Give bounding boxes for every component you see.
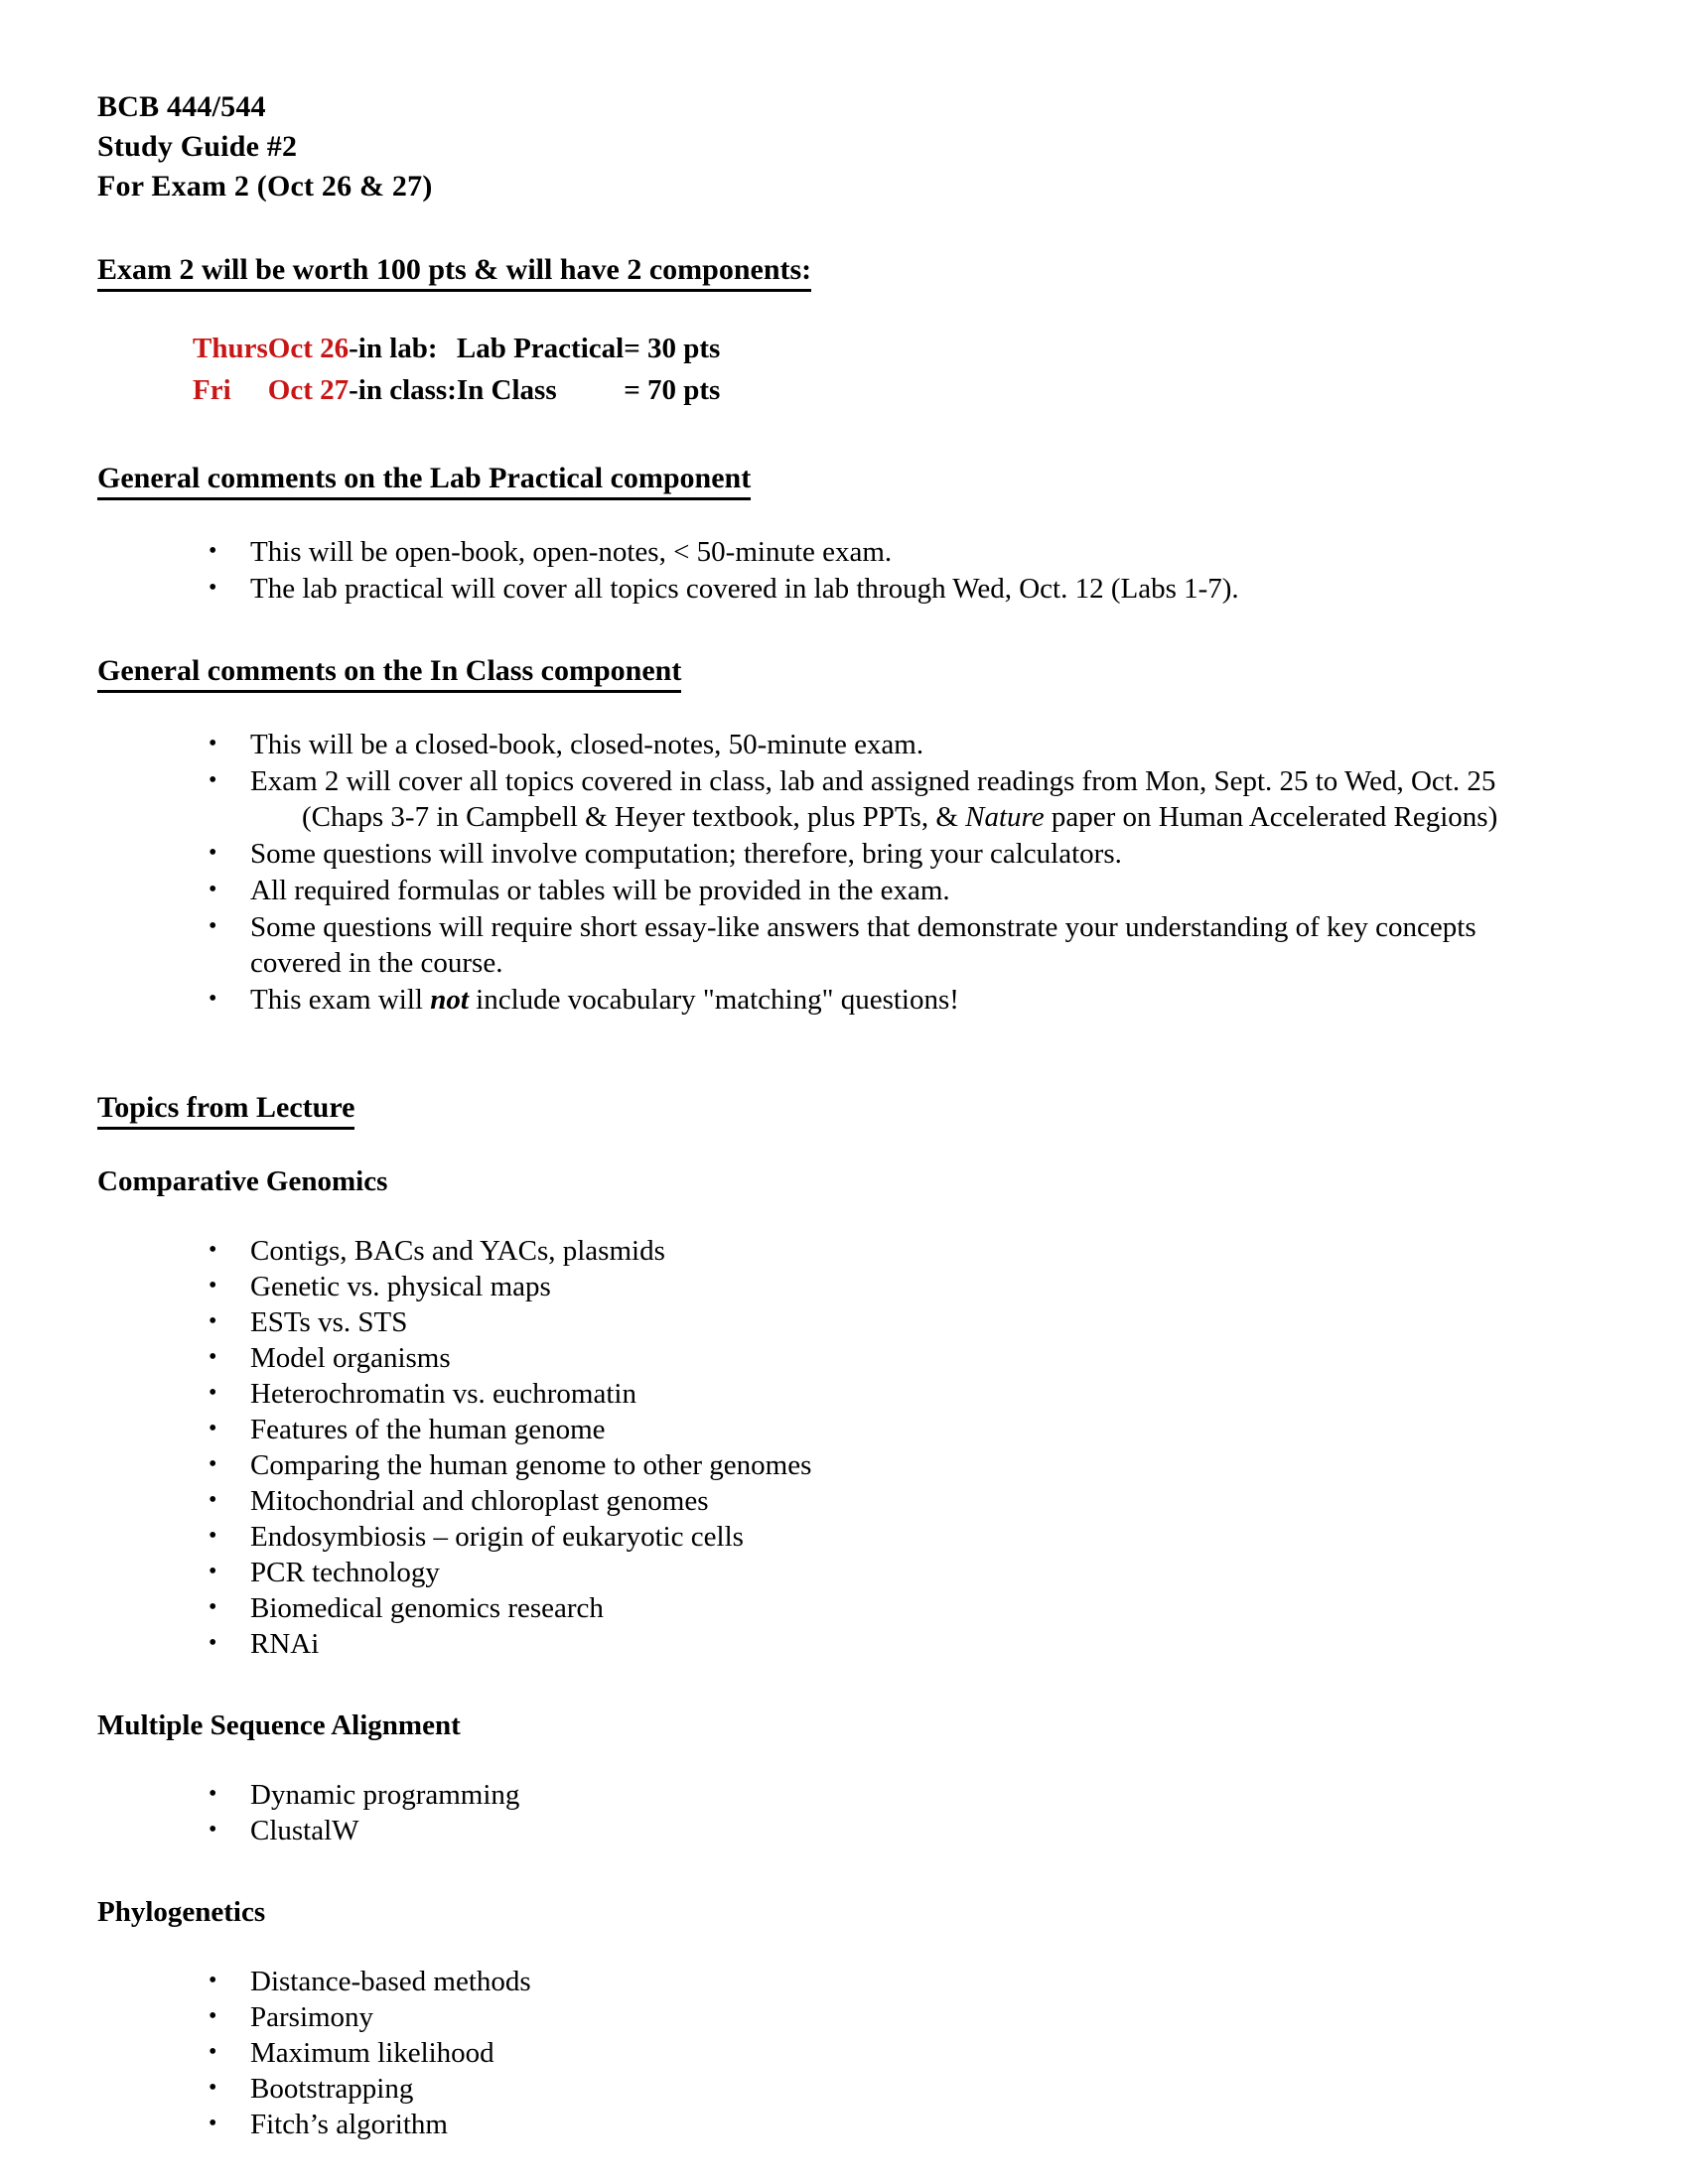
spacer (97, 1019, 1547, 1090)
schedule-day: Thurs (193, 333, 268, 364)
exam-overview-heading-row (97, 252, 1547, 292)
spacer (97, 693, 1547, 727)
spacer (97, 1848, 1547, 1894)
schedule-component: In Class (456, 374, 557, 406)
list-item: • Features of the human genome (153, 1412, 1547, 1447)
schedule-dash: - (349, 374, 358, 406)
exam-overview-heading: Exam 2 will be worth 100 pts & will have 2 components: (97, 252, 811, 292)
list-item (153, 763, 1547, 835)
list-item-text: Exam 2 will cover all topics covered in class, lab and assigned readings from Mon, Sept. 25 to Wed, Oct. 25 (250, 765, 1496, 797)
topic-list-comparative-genomics (97, 1233, 1547, 1662)
spacer (97, 1743, 1547, 1777)
schedule-component: Lab Practical (456, 333, 625, 364)
subline-post: paper on Human Accelerated Regions) (1044, 801, 1498, 833)
topic-section-title-phylogenetics: Phylogenetics (97, 1896, 266, 1928)
schedule-dash: - (349, 333, 358, 364)
list-item: • All required formulas or tables will be provided in the exam. (153, 873, 1547, 908)
in-class-bullet-list (97, 727, 1547, 1018)
list-item: • Mitochondrial and chloroplast genomes (153, 1483, 1547, 1519)
topic-list-phylogenetics (97, 1964, 1547, 2142)
list-item: • Comparing the human genome to other genomes (153, 1447, 1547, 1483)
list-item: • Parsimony (153, 1999, 1547, 2035)
lab-practical-heading-row (97, 461, 1547, 500)
table-row (193, 332, 720, 373)
topic-section-title-comparative-genomics: Comparative Genomics (97, 1165, 388, 1197)
document-body (97, 87, 1547, 2142)
spacer (97, 1662, 1547, 1707)
in-class-heading-row (97, 653, 1547, 693)
list-item: • Some questions will involve computation; therefore, bring your calculators. (153, 836, 1547, 872)
topics-heading-row (97, 1090, 1547, 1130)
schedule-date: Oct 26 (267, 333, 350, 364)
list-item: • Endosymbiosis – origin of eukaryotic cells (153, 1519, 1547, 1555)
lab-practical-bullet-list (97, 534, 1547, 607)
spacer (97, 415, 1547, 461)
list-item: • Contigs, BACs and YACs, plasmids (153, 1233, 1547, 1269)
list-item: • Fitch’s algorithm (153, 2107, 1547, 2142)
list-item: • Biomedical genomics research (153, 1590, 1547, 1626)
list-item-pre: This exam will (250, 984, 431, 1016)
list-item-subline (250, 799, 1547, 835)
spacer (97, 1199, 1547, 1233)
list-item: • Maximum likelihood (153, 2035, 1547, 2071)
list-item: • This will be a closed-book, closed-notes, 50-minute exam. (153, 727, 1547, 762)
subline-pre: (Chaps 3-7 in Campbell & Heyer textbook, plus PPTs, & (302, 801, 966, 833)
spacer (97, 206, 1547, 252)
list-item-post: include vocabulary "matching" questions! (468, 984, 959, 1016)
in-class-heading: General comments on the In Class component (97, 653, 681, 693)
list-item: • ESTs vs. STS (153, 1304, 1547, 1340)
spacer (97, 500, 1547, 534)
list-item: • Bootstrapping (153, 2071, 1547, 2107)
schedule-location: in lab: (357, 333, 438, 364)
list-item: • Dynamic programming (153, 1777, 1547, 1813)
document-title-block (97, 87, 1547, 206)
schedule-points: = 70 pts (624, 374, 721, 406)
journal-name: Nature (965, 801, 1045, 833)
spacer (97, 1930, 1547, 1964)
schedule-day: Fri (193, 374, 231, 406)
list-item: • Some questions will require short essay-like answers that demonstrate your understanding of key concepts covered in the course. (153, 909, 1547, 981)
topic-section-title-multiple-sequence-alignment: Multiple Sequence Alignment (97, 1709, 461, 1741)
list-item: • RNAi (153, 1626, 1547, 1662)
list-item: • Heterochromatin vs. euchromatin (153, 1376, 1547, 1412)
emphasis-not: not (430, 984, 469, 1016)
schedule-location: in class: (357, 374, 457, 406)
list-item: • ClustalW (153, 1813, 1547, 1848)
lab-practical-heading: General comments on the Lab Practical component (97, 461, 751, 500)
list-item: • Model organisms (153, 1340, 1547, 1376)
list-item: • Genetic vs. physical maps (153, 1269, 1547, 1304)
study-guide-number: Study Guide #2 (97, 130, 298, 163)
list-item: • This will be open-book, open-notes, < 50-minute exam. (153, 534, 1547, 570)
list-item (153, 982, 1547, 1018)
spacer (97, 1130, 1547, 1163)
list-item: • Distance-based methods (153, 1964, 1547, 1999)
schedule-date: Oct 27 (267, 374, 350, 406)
list-item: • The lab practical will cover all topics covered in lab through Wed, Oct. 12 (Labs 1-7). (153, 571, 1547, 607)
table-row (193, 373, 720, 415)
list-item: • PCR technology (153, 1555, 1547, 1590)
topics-heading: Topics from Lecture (97, 1090, 354, 1130)
course-code: BCB 444/544 (97, 90, 266, 123)
exam-subtitle: For Exam 2 (Oct 26 & 27) (97, 170, 433, 203)
spacer (97, 608, 1547, 653)
schedule-points: = 30 pts (624, 333, 721, 364)
exam-schedule-table (193, 332, 720, 415)
topic-list-multiple-sequence-alignment (97, 1777, 1547, 1848)
